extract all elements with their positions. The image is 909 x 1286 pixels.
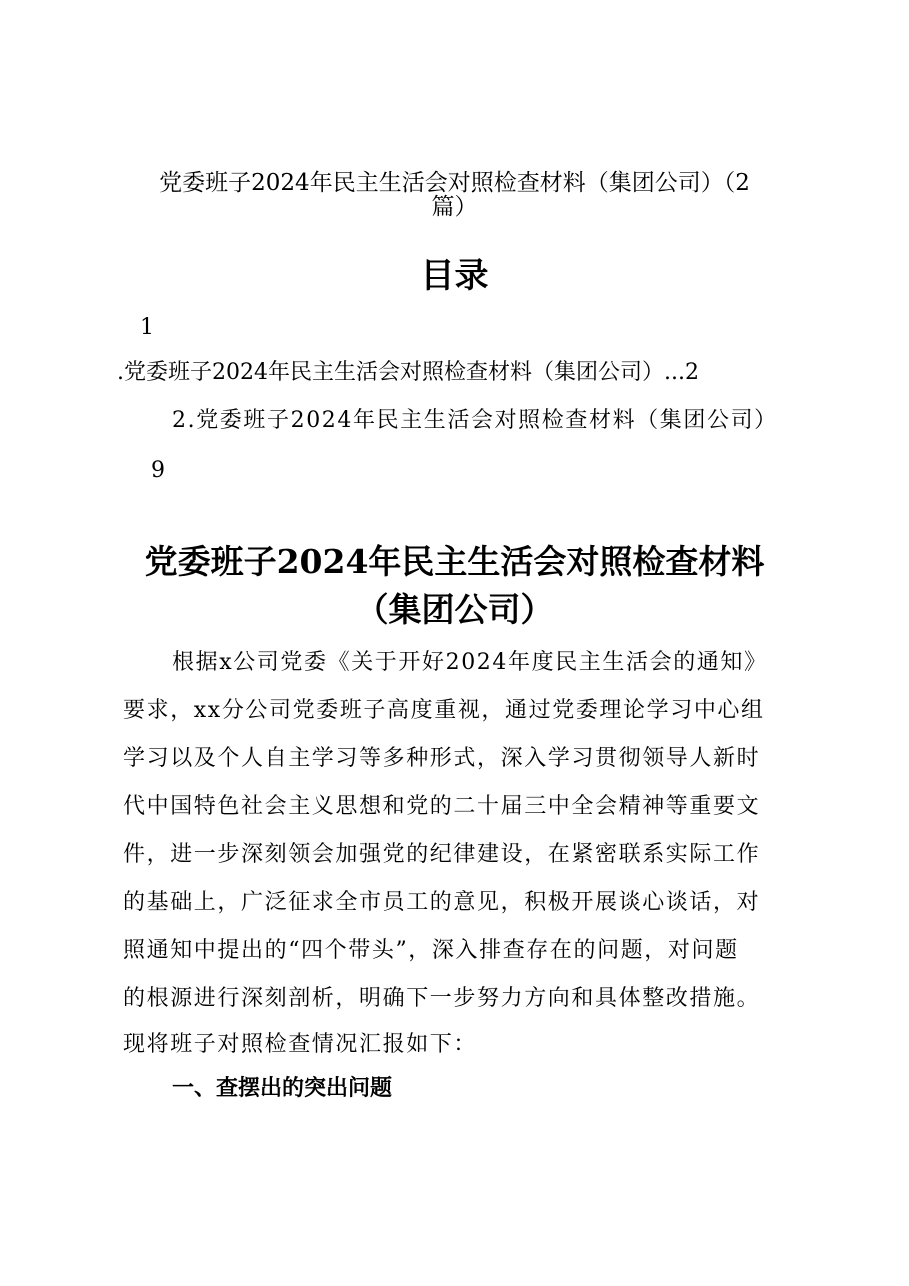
toc-heading: 目录 (420, 256, 489, 296)
toc-item-1-number[interactable]: 1 (140, 315, 154, 340)
paragraph-line: 现将班子对照检查情况汇报如下： (123, 1032, 478, 1057)
paragraph-line: 代中国特色社会主义思想和党的二十届三中全会精神等重要文 (123, 794, 761, 819)
heading-level-1: 一、查摆出的突出问题 (172, 1076, 393, 1101)
toc-item-2[interactable]: 2.党委班子2024年民主生活会对照检查材料（集团公司） (172, 408, 778, 433)
section-title: 党委班子2024年民主生活会对照检查材料 (144, 542, 765, 581)
toc-item-1[interactable]: .党委班子2024年民主生活会对照检查材料（集团公司）...2 (117, 360, 699, 385)
toc-item-2-page[interactable]: 9 (151, 458, 165, 483)
paragraph-line: 根据x公司党委《关于开好2024年度民主生活会的通知》 (172, 650, 768, 675)
document-title-continued: 篇） (431, 194, 478, 220)
paragraph-line: 件，进一步深刻领会加强党的纪律建设，在紧密联系实际工作 (123, 842, 761, 867)
paragraph-line: 的根源进行深刻剖析，明确下一步努力方向和具体整改措施。 (123, 986, 761, 1011)
paragraph-line: 的基础上，广泛征求全市员工的意见，积极开展谈心谈话，对 (123, 890, 761, 915)
section-subtitle: （集团公司） (355, 590, 554, 629)
paragraph-line: 照通知中提出的“四个带头”，深入排查存在的问题，对问题 (123, 938, 739, 963)
paragraph-line: 要求，xx分公司党委班子高度重视，通过党委理论学习中心组 (123, 698, 765, 723)
document-title: 党委班子2024年民主生活会对照检查材料（集团公司）（2 (159, 170, 750, 196)
paragraph-line: 学习以及个人自主学习等多种形式，深入学习贯彻领导人新时 (123, 746, 761, 771)
